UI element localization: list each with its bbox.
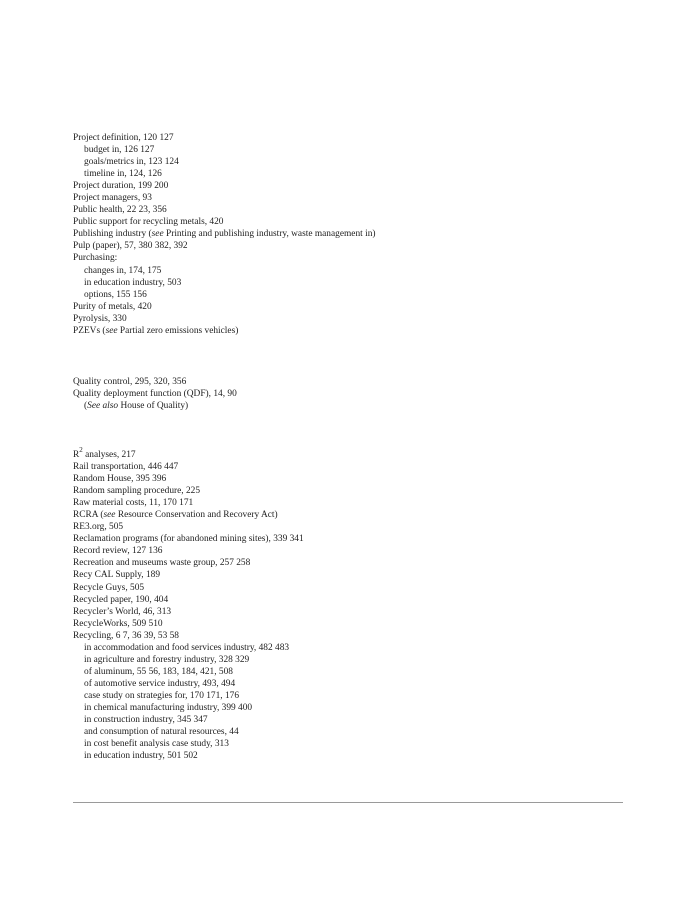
entry-text: PZEVs (: [73, 325, 106, 336]
entry-text: in education industry, 501 502: [84, 751, 198, 762]
entry-text: Quality deployment function (QDF), 14, 90: [73, 389, 237, 400]
entry-text: in cost benefit analysis case study, 313: [84, 739, 229, 750]
entry-text: Quality control, 295, 320, 356: [73, 377, 187, 387]
entry-text: in construction industry, 345 347: [84, 715, 208, 726]
cross-reference-label: see: [105, 325, 118, 336]
index-entry: [73, 485, 304, 497]
entry-text: in education industry, 503: [84, 277, 182, 288]
index-subentry: [73, 714, 304, 726]
index-entry: [73, 388, 237, 400]
index-entry: [73, 325, 376, 337]
index-subentry: [73, 144, 376, 156]
index-entry: [73, 301, 376, 313]
entry-text: R: [73, 450, 80, 460]
index-entry: [73, 557, 304, 569]
index-subentry: [73, 702, 304, 714]
entry-text: timeline in, 124, 126: [84, 169, 162, 180]
entry-text: Record review, 127 136: [73, 546, 163, 557]
entry-text: RE3.org, 505: [73, 522, 124, 533]
entry-text: options, 155 156: [84, 289, 147, 300]
index-entry: [73, 594, 304, 606]
index-subentry: [73, 642, 304, 654]
index-entry: [73, 497, 304, 509]
index-subentry: [73, 654, 304, 666]
index-entry: [73, 192, 376, 204]
entry-text: Public health, 22 23, 356: [73, 205, 167, 216]
index-entry: [73, 313, 376, 325]
cross-reference-label: See also: [87, 401, 119, 412]
index-entry: [73, 606, 304, 618]
entry-text: budget in, 126 127: [84, 145, 155, 156]
entry-text: RCRA (: [73, 510, 104, 521]
index-entry: [73, 509, 304, 521]
entry-text: Raw material costs, 11, 170 171: [73, 498, 194, 509]
entry-text: changes in, 174, 175: [84, 265, 162, 276]
footer-rule: [73, 802, 623, 803]
index-subentry: [73, 666, 304, 678]
entry-text: Project managers, 93: [73, 193, 152, 204]
entry-text: Partial zero emissions vehicles): [117, 325, 239, 336]
entry-text: Recycled paper, 190, 404: [73, 594, 169, 605]
index-entry: [73, 216, 376, 228]
entry-text: Recycler’s World, 46, 313: [73, 606, 172, 617]
index-entry: [73, 228, 376, 240]
index-subentry: [73, 156, 376, 168]
index-entry: [73, 618, 304, 630]
index-entry: [73, 252, 376, 264]
index-entry: [73, 533, 304, 545]
index-entry: [73, 521, 304, 533]
index-section-q: [73, 376, 237, 412]
entry-text: of automotive service industry, 493, 494: [84, 678, 236, 689]
index-entry: [73, 545, 304, 557]
index-subentry: [73, 678, 304, 690]
index-entry: [73, 461, 304, 473]
entry-text: Purity of metals, 420: [73, 301, 152, 312]
entry-text: House of Quality): [118, 401, 189, 412]
index-subentry: [73, 726, 304, 738]
index-subentry: [73, 289, 376, 301]
index-entry: [73, 630, 304, 642]
index-entry: [73, 569, 304, 581]
entry-text: and consumption of natural resources, 44: [84, 727, 239, 738]
entry-text: Random sampling procedure, 225: [73, 486, 201, 497]
index-entry: [73, 180, 376, 192]
entry-text: Public support for recycling metals, 420: [73, 217, 224, 228]
index-entry: [73, 240, 376, 252]
entry-text: (: [84, 401, 88, 412]
index-subentry: [73, 690, 304, 702]
index-subentry: [73, 400, 237, 412]
index-subentry: [73, 168, 376, 180]
entry-text: in chemical manufacturing industry, 399 400: [84, 702, 253, 713]
entry-text: Project duration, 199 200: [73, 181, 169, 192]
index-entry: [73, 204, 376, 216]
index-section-r: [73, 446, 304, 762]
entry-text: Purchasing:: [73, 253, 118, 264]
index-subentry: [73, 738, 304, 750]
entry-text: Printing and publishing industry, waste management in): [163, 229, 376, 240]
cross-reference-label: see: [151, 229, 164, 240]
entry-text: goals/metrics in, 123 124: [84, 157, 179, 168]
index-entry: [73, 446, 304, 461]
index-entry: [73, 376, 237, 388]
entry-text: in accommodation and food services industry, 482 483: [84, 642, 290, 653]
entry-text: Pulp (paper), 57, 380 382, 392: [73, 241, 188, 252]
superscript: 2: [79, 446, 83, 454]
entry-text: Project definition, 120 127: [73, 133, 174, 143]
entry-text: Recycling, 6 7, 36 39, 53 58: [73, 630, 179, 641]
entry-text: Rail transportation, 446 447: [73, 462, 179, 473]
index-subentry: [73, 750, 304, 762]
entry-text: in agriculture and forestry industry, 328 329: [84, 654, 250, 665]
entry-text: Resource Conservation and Recovery Act): [115, 510, 278, 521]
entry-text: analyses, 217: [82, 450, 136, 460]
entry-text: case study on strategies for, 170 171, 176: [84, 690, 240, 701]
index-entry: [73, 582, 304, 594]
entry-text: Publishing industry (: [73, 229, 152, 240]
entry-text: Recreation and museums waste group, 257 258: [73, 558, 251, 569]
cross-reference-label: see: [103, 510, 116, 521]
index-subentry: [73, 265, 376, 277]
index-section-p: [73, 132, 376, 337]
entry-text: Recycle Guys, 505: [73, 582, 145, 593]
index-subentry: [73, 277, 376, 289]
index-entry: [73, 473, 304, 485]
index-entry: [73, 132, 376, 144]
entry-text: Random House, 395 396: [73, 474, 167, 485]
entry-text: Recy CAL Supply, 189: [73, 570, 161, 581]
entry-text: RecycleWorks, 509 510: [73, 618, 163, 629]
entry-text: Reclamation programs (for abandoned mining sites), 339 341: [73, 534, 304, 545]
entry-text: of aluminum, 55 56, 183, 184, 421, 508: [84, 666, 233, 677]
entry-text: Pyrolysis, 330: [73, 313, 127, 324]
